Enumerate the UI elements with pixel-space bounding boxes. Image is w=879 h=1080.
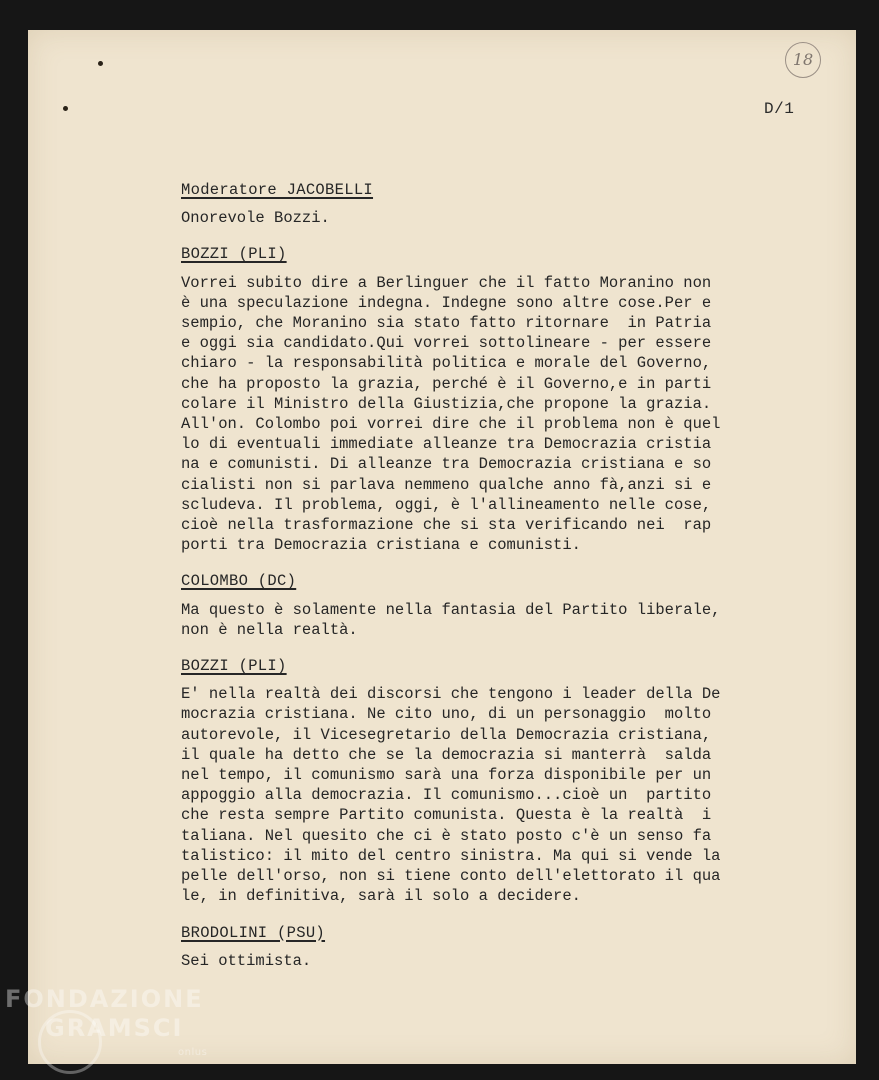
speech-line: Ma questo è solamente nella fantasia del Partito liberale, [181, 600, 721, 619]
speech-line: pelle dell'orso, non si tiene conto dell'elettorato il qua [181, 867, 721, 886]
staple-hole-top [98, 61, 103, 66]
speech-line: cioè nella trasformazione che si sta verificando nei rap [181, 516, 712, 535]
transcript-body [181, 180, 791, 971]
watermark-line-1: FONDAZIONE [5, 985, 204, 1013]
turn-bozzi-1 [181, 244, 791, 555]
speech-line: sempio, che Moranino sia stato fatto ritornare in Patria [181, 314, 712, 333]
speech-line: porti tra Democrazia cristiana e comunisti. [181, 536, 581, 555]
speech-line: nel tempo, il comunismo sarà una forza disponibile per un [181, 766, 712, 785]
speech-line: chiaro - la responsabilità politica e morale del Governo, [181, 354, 712, 373]
speech-text [181, 273, 791, 556]
speech-line: il quale ha detto che se la democrazia si manterrà salda [181, 745, 712, 764]
speech-line: non è nella realtà. [181, 620, 358, 639]
speech-line: colare il Ministro della Giustizia,che propone la grazia. [181, 394, 712, 413]
speaker-label: BRODOLINI (PSU) [181, 923, 326, 942]
speaker-label: Moderatore JACOBELLI [181, 181, 374, 199]
watermark-line-2: GRAMSCI [45, 1014, 184, 1042]
speech-line: appoggio alla democrazia. Il comunismo...cioè un partito [181, 786, 712, 805]
speech-text [181, 208, 791, 228]
speech-line: lo di eventuali immediate alleanze tra Democrazia cristia [181, 435, 712, 454]
speech-line: mocrazia cristiana. Ne cito uno, di un personaggio molto [181, 705, 712, 724]
speech-line: Sei ottimista. [181, 951, 312, 970]
turn-brodolini [181, 923, 791, 971]
speech-line: autorevole, il Vicesegretario della Democrazia cristiana, [181, 725, 712, 744]
speech-line: scludeva. Il problema, oggi, è l'allineamento nelle cose, [181, 495, 712, 514]
staple-hole-bottom [63, 106, 68, 111]
speech-line: è una speculazione indegna. Indegne sono altre cose.Per e [181, 293, 712, 312]
watermark-line-3: onlus [178, 1047, 208, 1058]
speech-line: na e comunisti. Di alleanze tra Democrazia cristiana e so [181, 455, 712, 474]
speaker-label: COLOMBO (DC) [181, 572, 297, 591]
speech-line: cialisti non si parlava nemmeno qualche anno fà,anzi si e [181, 475, 712, 494]
speech-line: E' nella realtà dei discorsi che tengono i leader della De [181, 685, 721, 704]
speaker-label: BOZZI (PLI) [181, 657, 287, 676]
turn-bozzi-2 [181, 656, 791, 906]
turn-colombo [181, 571, 791, 640]
speech-line: le, in definitiva, sarà il solo a decidere. [181, 887, 581, 906]
speech-line: Onorevole Bozzi. [181, 209, 330, 228]
speech-line: All'on. Colombo poi vorrei dire che il problema non è quel [181, 415, 721, 434]
speech-line: Vorrei subito dire a Berlinguer che il fatto Moranino non [181, 273, 712, 292]
speech-line: talistico: il mito del centro sinistra. Ma qui si vende la [181, 846, 721, 865]
document-page [28, 30, 856, 1064]
document-reference: D/1 [764, 100, 795, 118]
turn-moderator [181, 180, 791, 228]
speech-line: che ha proposto la grazia, perché è il Governo,e in parti [181, 374, 712, 393]
fondazione-gramsci-watermark [5, 985, 215, 1075]
speech-line: e oggi sia candidato.Qui vorrei sottolineare - per essere [181, 334, 712, 353]
speaker-label: BOZZI (PLI) [181, 245, 287, 264]
speech-text [181, 684, 791, 906]
speech-text [181, 600, 791, 640]
page-number-stamp: 18 [785, 42, 821, 78]
speech-text [181, 951, 791, 971]
speech-line: che resta sempre Partito comunista. Questa è la realtà i [181, 806, 712, 825]
speech-line: taliana. Nel quesito che ci è stato posto c'è un senso fa [181, 826, 712, 845]
